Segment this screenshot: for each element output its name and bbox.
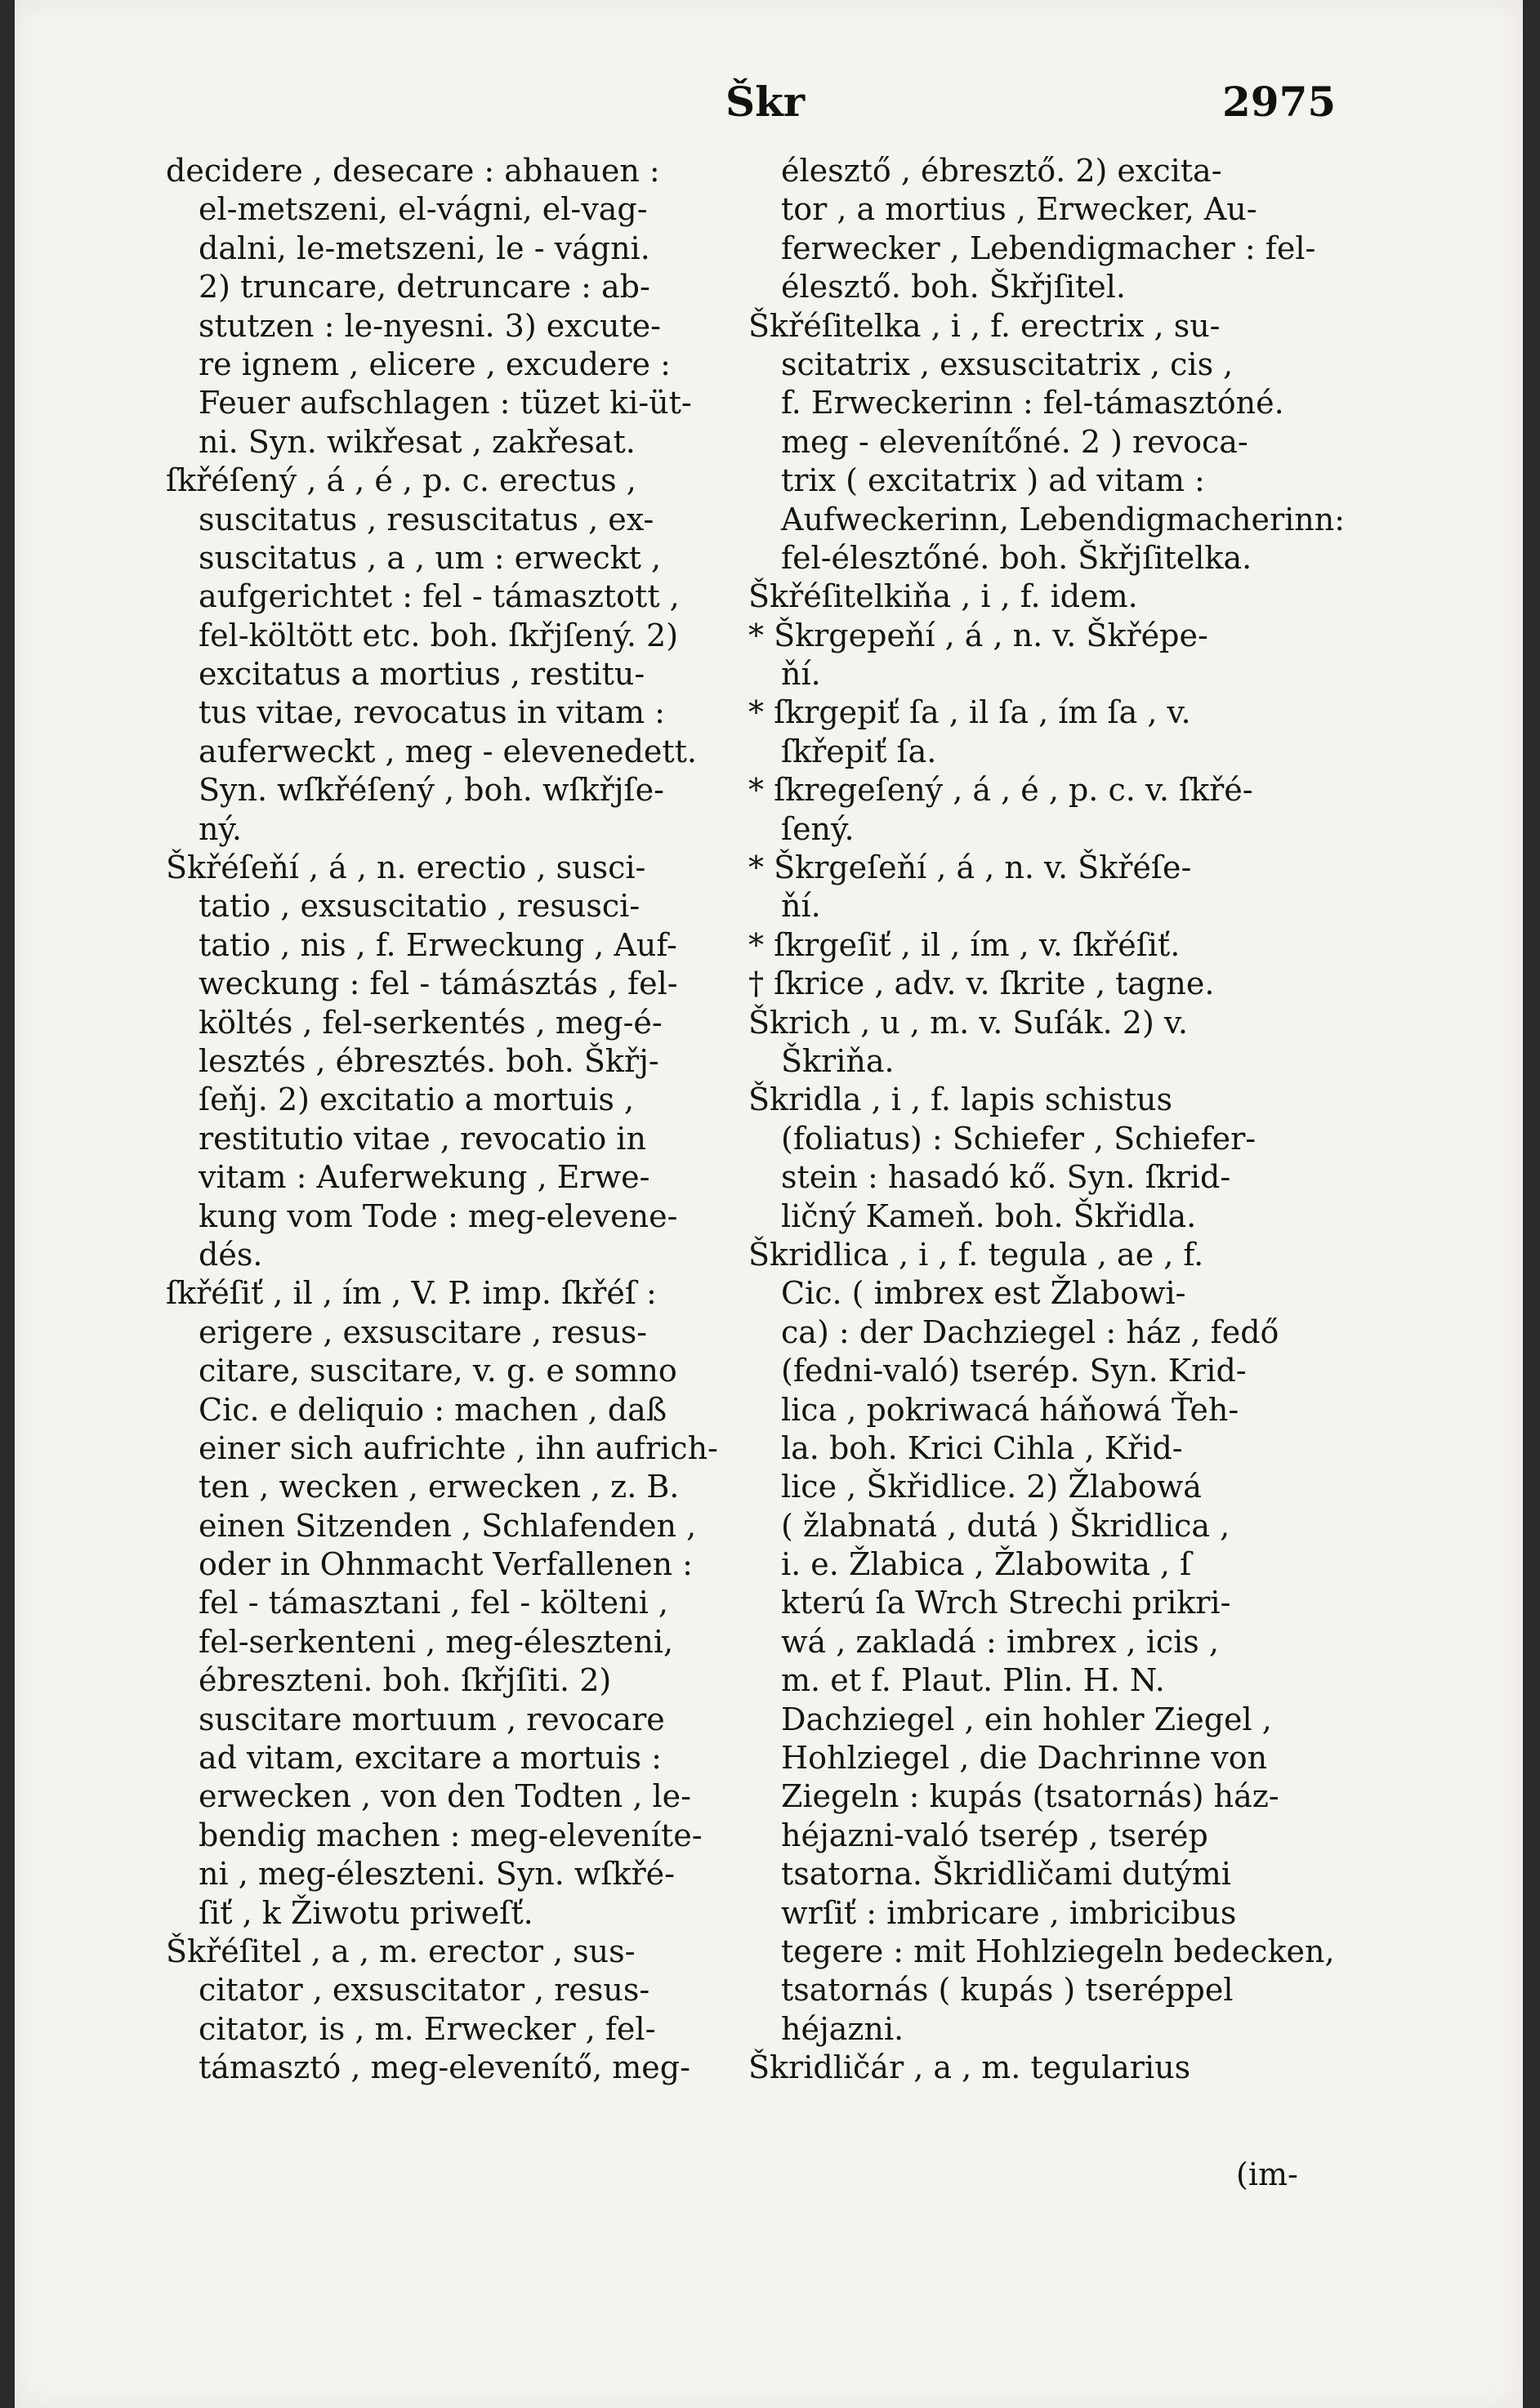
text-line: † ſkrice , adv. v. ſkrite , tagne. <box>748 965 1215 1002</box>
text-line: ňí. <box>781 888 821 925</box>
text-line: * ſkrgeſiť , il , ím , v. ſkřéſiť. <box>748 926 1181 963</box>
text-line: héjazni. <box>781 2010 904 2047</box>
text-line: ňí. <box>781 656 821 693</box>
text-line: Škřéſitelkiňa , i , f. idem. <box>748 578 1138 615</box>
text-line: weckung : fel - támásztás , fel- <box>199 965 678 1002</box>
text-line: ca) : der Dachziegel : ház , fedő <box>781 1313 1279 1350</box>
text-line: támasztó , meg-elevenítő, meg- <box>199 2049 690 2086</box>
text-line: * ſkrgepiť ſa , il ſa , ím ſa , v. <box>748 694 1191 731</box>
text-line: Škridlica , i , f. tegula , ae , f. <box>748 1236 1204 1273</box>
text-line: * Škrgepeňí , á , n. v. Škřépe- <box>748 617 1208 653</box>
text-line: fel-költött etc. boh. ſkřjſený. 2) <box>199 617 679 653</box>
text-line: * Škrgeſeňí , á , n. v. Škřéſe- <box>748 849 1192 886</box>
text-line: Hohlziegel , die Dachrinne von <box>781 1740 1268 1777</box>
text-line: auferweckt , meg - elevenedett. <box>199 733 698 769</box>
text-line: élesztő , ébresztő. 2) excita- <box>781 153 1222 189</box>
text-line: bendig machen : meg-eleveníte- <box>199 1817 703 1853</box>
text-line: f. Erweckerinn : fel-támasztóné. <box>781 385 1284 421</box>
text-line: Škřéſitel , a , m. erector , sus- <box>166 1933 636 1969</box>
text-line: dés. <box>199 1236 263 1273</box>
text-line: ný. <box>199 810 242 847</box>
text-line: Škriňa. <box>781 1042 895 1079</box>
text-line: költés , fel-serkentés , meg-é- <box>199 1004 663 1041</box>
text-line: suscitatus , resuscitatus , ex- <box>199 501 654 537</box>
text-line: élesztő. boh. Škřjſitel. <box>781 269 1127 305</box>
text-line: oder in Ohnmacht Verfallenen : <box>199 1546 693 1583</box>
text-line: wá , zakladá : imbrex , icis , <box>781 1623 1219 1660</box>
text-line: tatio , nis , f. Erweckung , Auf- <box>199 926 677 963</box>
text-line: erwecken , von den Todten , le- <box>199 1778 691 1815</box>
text-line: Cic. e deliquio : machen , daß <box>199 1391 667 1428</box>
text-line: ličný Kameň. boh. Škřidla. <box>781 1197 1197 1234</box>
text-line: restitutio vitae , revocatio in <box>199 1120 646 1157</box>
text-line: héjazni-való tserép , tserép <box>781 1817 1208 1853</box>
text-line: re ignem , elicere , excudere : <box>199 346 671 382</box>
text-line: ſkřepiť ſa. <box>781 733 937 769</box>
text-line: ſeňj. 2) excitatio a mortuis , <box>199 1081 635 1118</box>
text-line: Škřéſitelka , i , f. erectrix , su- <box>748 307 1221 344</box>
text-line: suscitatus , a , um : erweckt , <box>199 539 662 576</box>
text-line: citare, suscitare, v. g. e somno <box>199 1353 677 1389</box>
text-line: suscitare mortuum , revocare <box>199 1701 665 1737</box>
text-line: trix ( excitatrix ) ad vitam : <box>781 462 1205 499</box>
text-line: ni. Syn. wikřesat , zakřesat. <box>199 423 636 460</box>
text-line: ad vitam, excitare a mortuis : <box>199 1740 662 1777</box>
text-line: ſený. <box>781 810 855 847</box>
text-line: lesztés , ébresztés. boh. Škřj- <box>199 1042 659 1079</box>
text-line: einer sich aufrichte , ihn aufrich- <box>199 1429 718 1466</box>
text-line: tor , a mortius , Erwecker, Au- <box>781 191 1257 228</box>
text-line: aufgerichtet : fel - támasztott , <box>199 578 680 615</box>
text-line: stein : hasadó kő. Syn. ſkrid- <box>781 1159 1231 1196</box>
left-column <box>166 152 738 2088</box>
text-line: fel - támasztani , fel - költeni , <box>199 1585 668 1621</box>
text-line: Škridla , i , f. lapis schistus <box>748 1081 1173 1118</box>
text-line: citator, is , m. Erwecker , fel- <box>199 2010 656 2047</box>
text-line: stutzen : le-nyesni. 3) excute- <box>199 307 662 344</box>
text-line: kterú ſa Wrch Strechi prikri- <box>781 1585 1231 1621</box>
text-line: Aufweckerinn, Lebendigmacherinn: <box>781 501 1346 537</box>
text-line: Dachziegel , ein hohler Ziegel , <box>781 1701 1272 1737</box>
text-line: decidere , desecare : abhauen : <box>166 153 660 189</box>
text-line: vitam : Auferwekung , Erwe- <box>199 1159 650 1196</box>
text-line: tsatornás ( kupás ) tseréppel <box>781 1972 1234 2009</box>
text-line: Škřéſeňí , á , n. erectio , susci- <box>166 849 646 886</box>
text-line: (fedni-való) tserép. Syn. Krid- <box>781 1353 1247 1389</box>
page-number: 2975 <box>1222 78 1337 126</box>
text-line: Syn. wſkřéſený , boh. wſkřjſe- <box>199 772 664 809</box>
text-line: scitatrix , exsuscitatrix , cis , <box>781 346 1234 382</box>
text-line: ébreszteni. boh. ſkřjſiti. 2) <box>199 1662 612 1699</box>
text-line: excitatus a mortius , restitu- <box>199 656 645 693</box>
text-line: ( žlabnatá , dutá ) Škridlica , <box>781 1507 1230 1544</box>
text-line: 2) truncare, detruncare : ab- <box>199 269 650 305</box>
text-line: Škridličár , a , m. tegularius <box>748 2049 1191 2086</box>
text-line: i. e. Žlabica , Žlabowita , ſ <box>781 1546 1192 1583</box>
text-line: el-metszeni, el-vágni, el-vag- <box>199 191 648 228</box>
text-line: la. boh. Krici Cihla , Křid- <box>781 1429 1183 1466</box>
text-line: Ziegeln : kupás (tsatornás) ház- <box>781 1778 1279 1815</box>
text-line: citator , exsuscitator , resus- <box>199 1972 650 2009</box>
text-line: Škrich , u , m. v. Suſák. 2) v. <box>748 1004 1188 1041</box>
running-head-word: Škr <box>725 78 806 126</box>
text-line: (foliatus) : Schiefer , Schiefer- <box>781 1120 1257 1157</box>
text-line: einen Sitzenden , Schlafenden , <box>199 1507 697 1544</box>
text-line: Cic. ( imbrex est Žlabowi- <box>781 1275 1186 1312</box>
text-line: dalni, le-metszeni, le - vágni. <box>199 230 650 266</box>
text-line: lice , Škřidlice. 2) Žlabowá <box>781 1469 1202 1505</box>
text-line: ten , wecken , erwecken , z. B. <box>199 1469 680 1505</box>
text-line: erigere , exsuscitare , resus- <box>199 1313 648 1350</box>
text-line: fel-élesztőné. boh. Škřjſitelka. <box>781 539 1252 576</box>
text-line: tatio , exsuscitatio , resusci- <box>199 888 641 925</box>
text-line: m. et f. Plaut. Plin. H. N. <box>781 1662 1165 1699</box>
text-line: tus vitae, revocatus in vitam : <box>199 694 665 731</box>
text-line: ſiť , k Žiwotu priweſť. <box>199 1894 533 1931</box>
catchword: (im- <box>1236 2156 1298 2192</box>
text-line: wrſiť : imbricare , imbricibus <box>781 1894 1237 1931</box>
text-line: * ſkregeſený , á , é , p. c. v. ſkřé- <box>748 772 1253 809</box>
text-line: lica , pokriwacá háňowá Ťeh- <box>781 1391 1239 1428</box>
text-line: ni , meg-éleszteni. Syn. wſkřé- <box>199 1856 675 1893</box>
text-line: ſkřéſiť , il , ím , V. P. imp. ſkřéſ : <box>166 1275 657 1312</box>
text-line: tsatorna. Škridličami dutými <box>781 1856 1231 1893</box>
text-line: tegere : mit Hohlziegeln bedecken, <box>781 1933 1335 1969</box>
text-line: ferwecker , Lebendigmacher : fel- <box>781 230 1316 266</box>
text-line: Feuer aufschlagen : tüzet ki-üt- <box>199 385 692 421</box>
text-line: kung vom Tode : meg-elevene- <box>199 1197 678 1234</box>
right-column <box>748 152 1353 2088</box>
text-line: ſkřéſený , á , é , p. c. erectus , <box>166 462 636 499</box>
text-line: meg - elevenítőné. 2 ) revoca- <box>781 423 1248 460</box>
text-line: fel-serkenteni , meg-éleszteni, <box>199 1623 674 1660</box>
dictionary-page <box>15 0 1523 2408</box>
